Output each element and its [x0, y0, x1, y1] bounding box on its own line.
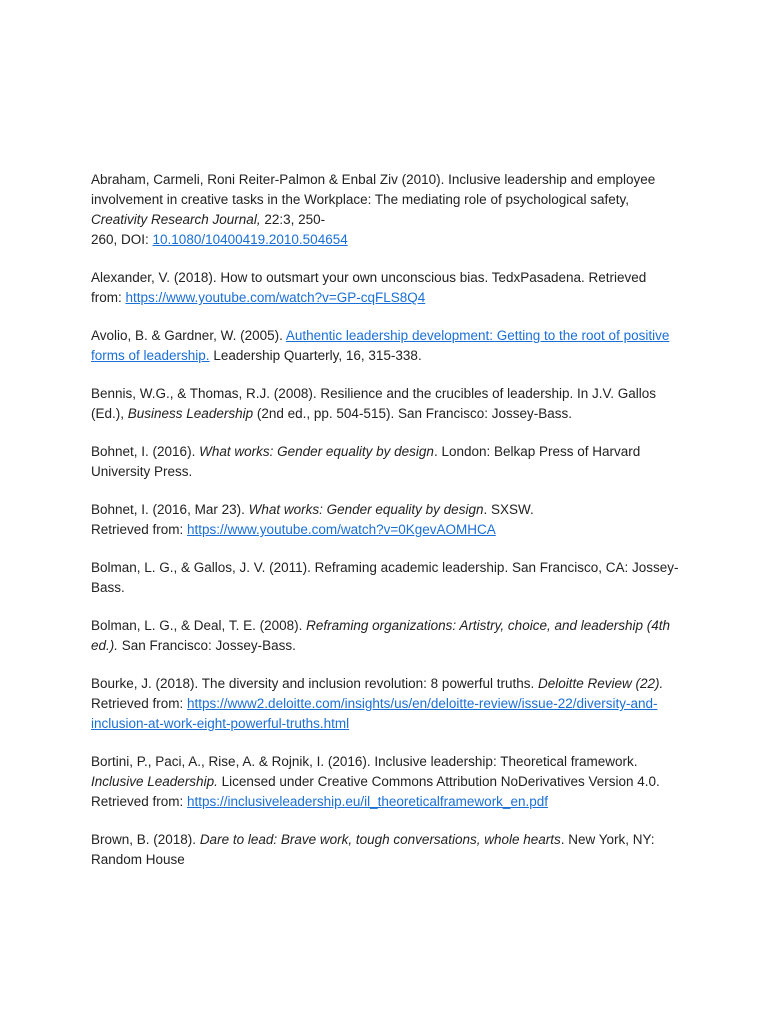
reference-text: Leadership Quarterly, 16, 315-338. [209, 348, 422, 363]
reference-journal: Creativity Research Journal, [91, 212, 261, 227]
reference-book-title: Dare to lead: Brave work, tough conversations, whole hearts [199, 832, 561, 847]
reference-entry [91, 674, 679, 734]
deloitte-link[interactable]: https://www2.deloitte.com/insights/us/en/deloitte-review/issue-22/diversity-and-inclusion-at-work-eight-powerful-truths.html [91, 696, 658, 731]
reference-entry [91, 500, 679, 540]
youtube-link[interactable]: https://www.youtube.com/watch?v=0KgevAOMHCA [187, 522, 496, 537]
reference-text: (2nd ed., pp. 504-515). San Francisco: Jossey-Bass. [253, 406, 573, 421]
reference-text: 22:3, 250- [260, 212, 326, 227]
pdf-link[interactable]: https://inclusiveleadership.eu/il_theoreticalframework_en.pdf [187, 794, 548, 809]
doi-link[interactable]: 10.1080/10400419.2010.504654 [152, 232, 348, 247]
reference-entry [91, 830, 679, 870]
reference-text: Bourke, J. (2018). The diversity and inclusion revolution: 8 powerful truths. [91, 676, 538, 691]
reference-text: Licensed under Creative Commons Attribution NoDerivatives Version 4.0. [217, 774, 660, 789]
reference-journal: Deloitte Review (22). [537, 676, 664, 691]
reference-text: . London: Belkap Press of Harvard University Press. [91, 444, 641, 479]
reference-book-title: What works: Gender equality by design [199, 444, 434, 459]
reference-text: . SXSW. [483, 502, 534, 517]
reference-entry [91, 616, 679, 656]
reference-book-title: Business Leadership [127, 406, 254, 421]
reference-text: Abraham, Carmeli, Roni Reiter-Palmon & Enbal Ziv (2010). Inclusive leadership and employee involvement in creative tasks in the Workplace: The mediating role of psychological safety, [91, 172, 656, 207]
reference-talk-title: What works: Gender equality by design [248, 502, 484, 517]
reference-text: Retrieved from: [91, 794, 188, 809]
reference-entry [91, 384, 679, 424]
reference-text: . New York, NY: Random House [91, 832, 655, 867]
reference-entry [91, 268, 679, 308]
reference-entry [91, 752, 679, 812]
reference-text: Brown, B. (2018). [91, 832, 200, 847]
reference-text: Avolio, B. & Gardner, W. (2005). [91, 328, 286, 343]
reference-text: Bolman, L. G., & Gallos, J. V. (2011). Reframing academic leadership. San Francisco, CA: Jossey-Bass. [91, 560, 679, 595]
reference-entry [91, 442, 679, 482]
reference-text: San Francisco: Jossey-Bass. [118, 638, 296, 653]
reference-text: Bolman, L. G., & Deal, T. E. (2008). [91, 618, 307, 633]
reference-journal: Inclusive Leadership. [91, 774, 218, 789]
reference-entry [91, 558, 679, 598]
reference-list [91, 170, 679, 888]
reference-text: Bortini, P., Paci, A., Rise, A. & Rojnik, I. (2016). Inclusive leadership: Theoretical framework. [91, 754, 638, 769]
reference-text: Bohnet, I. (2016, Mar 23). [91, 502, 249, 517]
reference-entry [91, 326, 679, 366]
reference-text: Bohnet, I. (2016). [91, 444, 200, 459]
reference-text: Retrieved from: [91, 696, 188, 711]
reference-text: Bennis, W.G., & Thomas, R.J. (2008). Resilience and the crucibles of leadership. In J.V. Gallos (Ed.), [91, 386, 657, 421]
reference-text: Retrieved from: [91, 522, 188, 537]
article-link[interactable]: Authentic leadership development: Getting to the root of positive forms of leadership. [91, 328, 670, 363]
reference-text: Alexander, V. (2018). How to outsmart your own unconscious bias. TedxPasadena. Retrieved from: [91, 270, 647, 305]
youtube-link[interactable]: https://www.youtube.com/watch?v=GP-cqFLS8Q4 [125, 290, 426, 305]
reference-text: 260, DOI: [91, 232, 153, 247]
reference-entry [91, 170, 679, 250]
reference-book-title: Reframing organizations: Artistry, choice, and leadership (4th ed.). [91, 618, 671, 653]
